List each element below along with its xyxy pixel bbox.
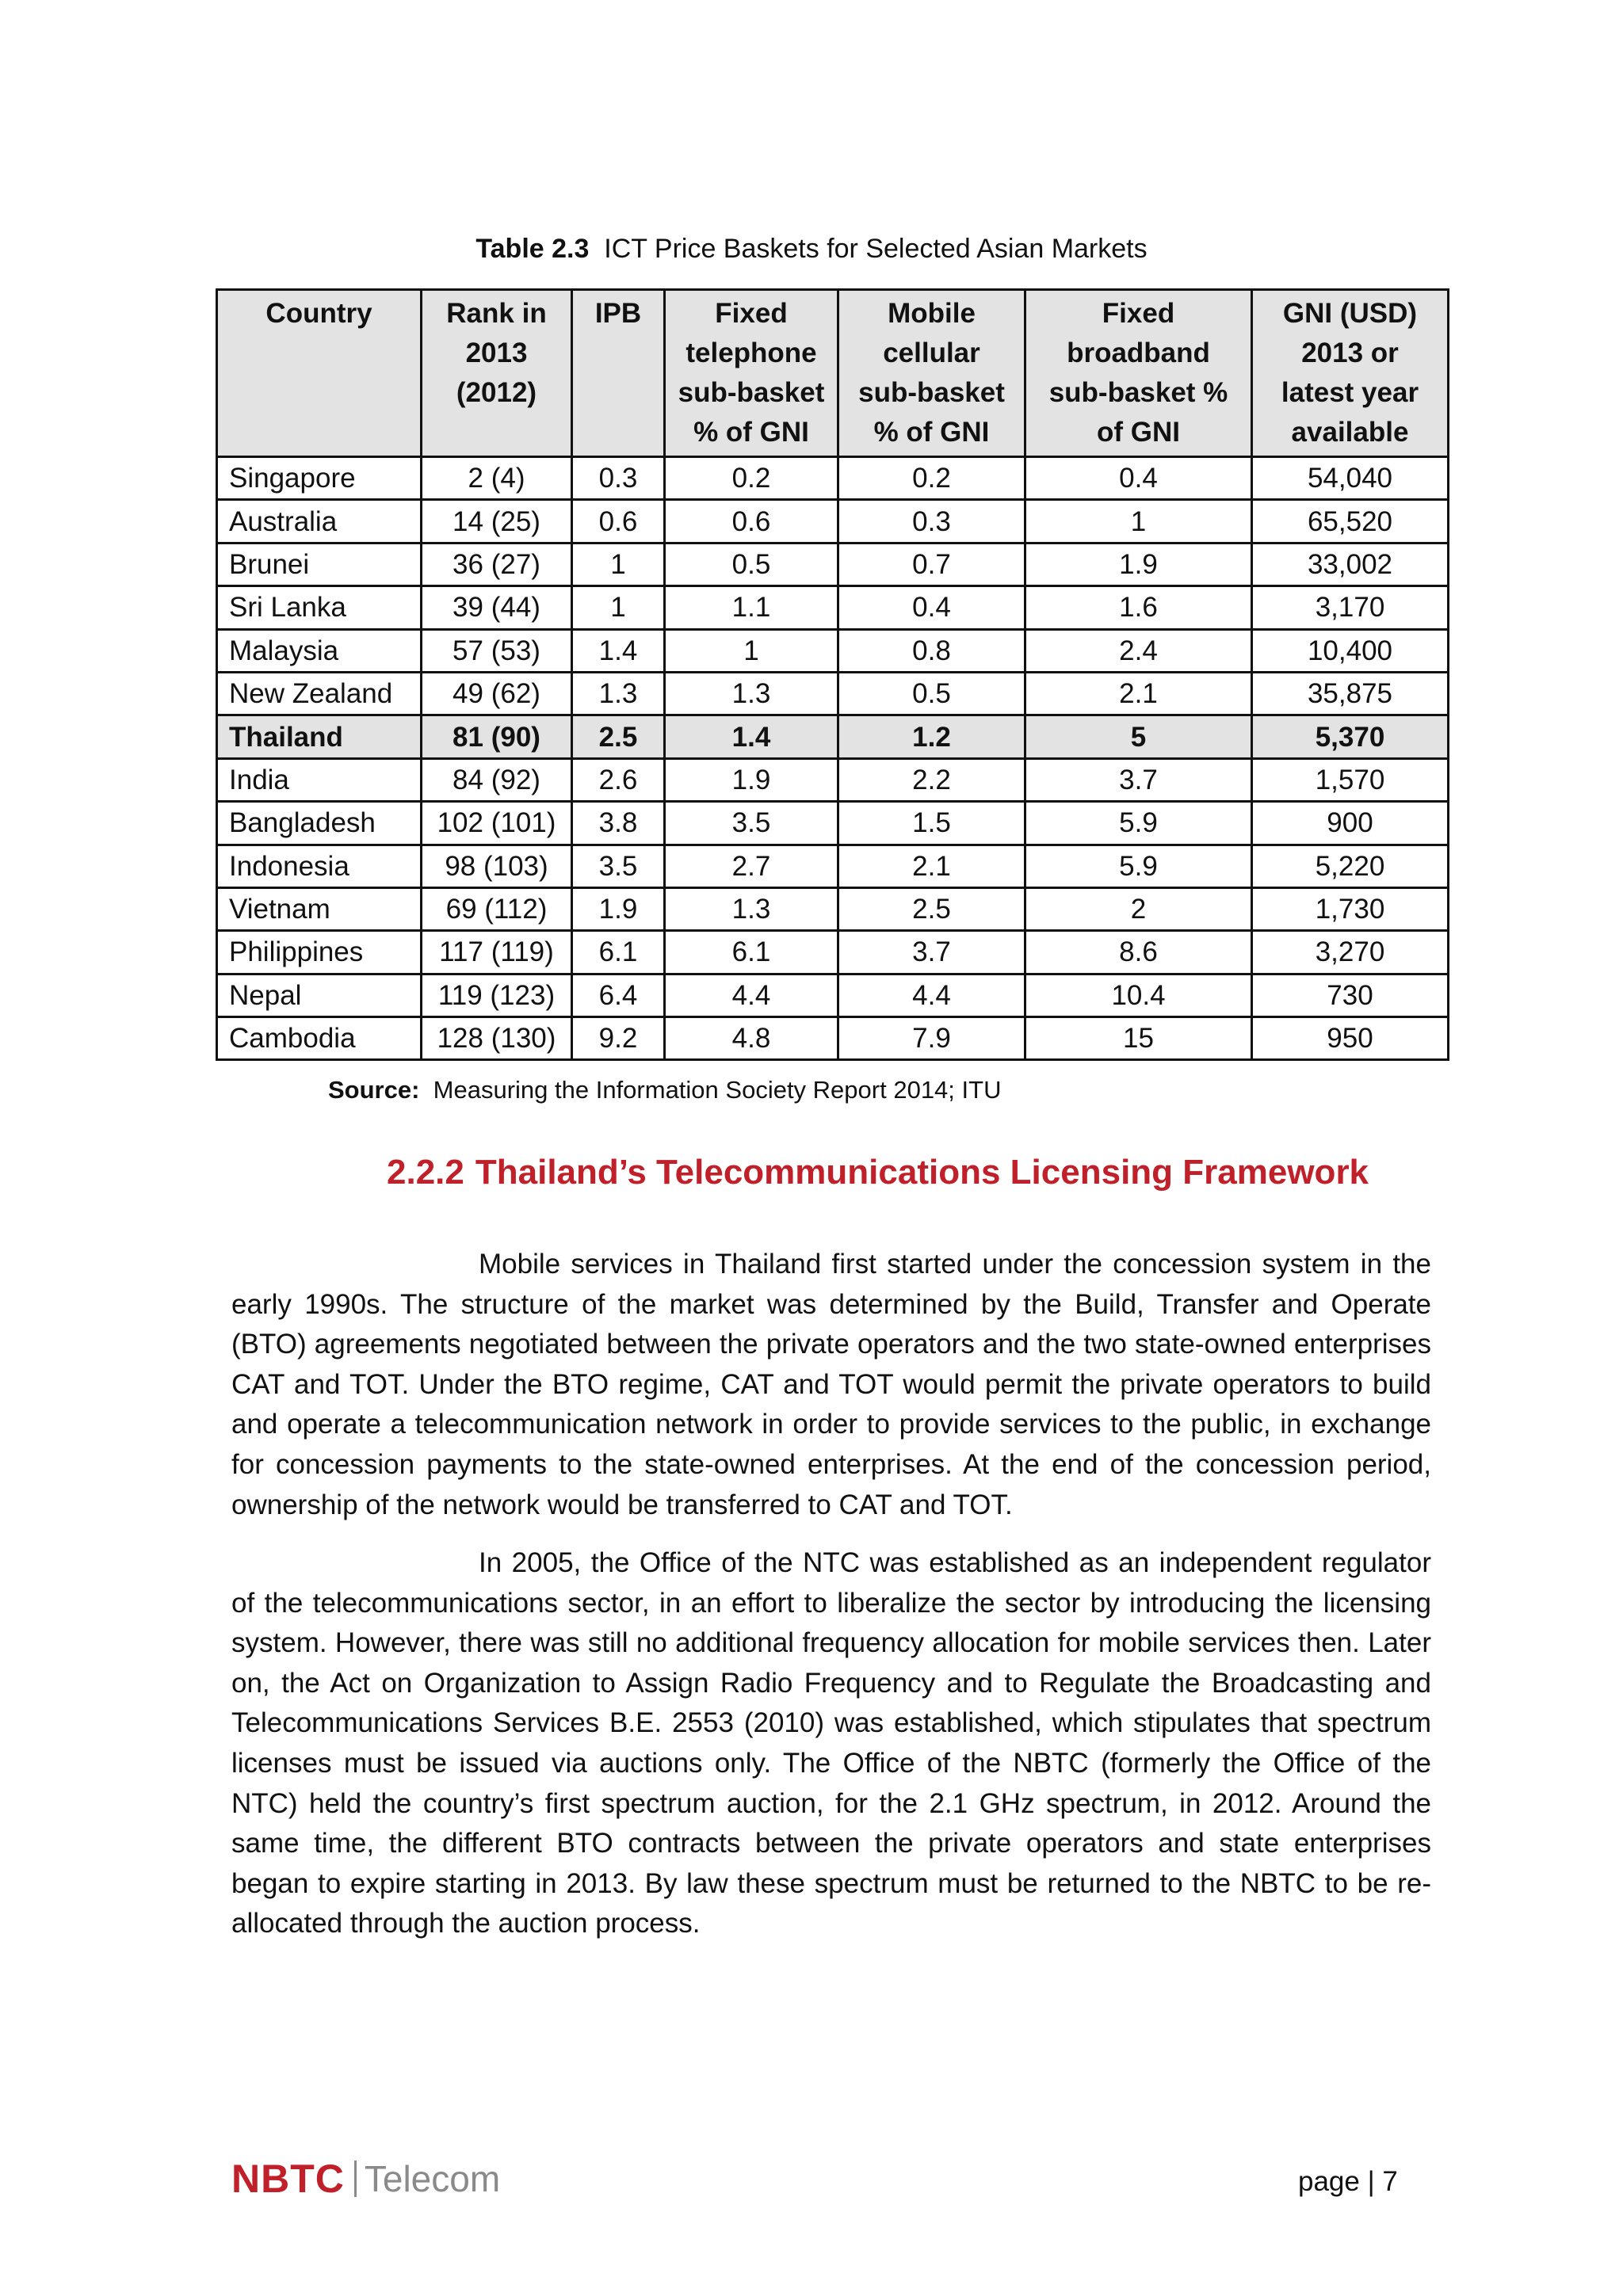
- header-gni: GNI (USD) 2013 or latest year available: [1252, 290, 1449, 457]
- cell-fixed-broadband: 5.9: [1025, 845, 1252, 887]
- cell-rank: 69 (112): [422, 887, 572, 930]
- cell-country: India: [217, 758, 422, 801]
- cell-mobile-cellular: 2.5: [838, 887, 1025, 930]
- header-country: Country: [217, 290, 422, 457]
- cell-fixed-telephone: 2.7: [665, 845, 838, 887]
- table-row: [217, 1017, 1449, 1060]
- table-header-row: [217, 290, 1449, 457]
- cell-fixed-broadband: 5.9: [1025, 802, 1252, 845]
- cell-ipb: 2.5: [572, 715, 665, 758]
- cell-fixed-broadband: 3.7: [1025, 758, 1252, 801]
- cell-ipb: 3.5: [572, 845, 665, 887]
- paragraph-1: Mobile services in Thailand first started under the concession system in the early 1990s. The structure of the market was determined by the Build, Transfer and Operate (BTO) agreements negotiated between the private operators and the two state-owned enterprises CAT and TOT. Under the BTO regime, CAT and TOT would permit the private operators to build and operate a telecommunication network in order to provide services to the public, in exchange for concession payments to the state-owned enterprises. At the end of the concession period, ownership of the network would be transferred to CAT and TOT.: [231, 1249, 1431, 1520]
- table-body: [217, 457, 1449, 1060]
- cell-country: Thailand: [217, 715, 422, 758]
- cell-rank: 102 (101): [422, 802, 572, 845]
- cell-rank: 119 (123): [422, 974, 572, 1016]
- table-row: [217, 543, 1449, 585]
- cell-ipb: 1.9: [572, 887, 665, 930]
- cell-mobile-cellular: 3.7: [838, 931, 1025, 974]
- cell-fixed-broadband: 0.4: [1025, 457, 1252, 500]
- page-number: page | 7: [1298, 2166, 1398, 2197]
- cell-rank: 81 (90): [422, 715, 572, 758]
- cell-rank: 57 (53): [422, 629, 572, 672]
- cell-fixed-telephone: 0.5: [665, 543, 838, 585]
- cell-rank: 84 (92): [422, 758, 572, 801]
- header-fixed-broadband: Fixed broadband sub-basket % of GNI: [1025, 290, 1252, 457]
- cell-fixed-broadband: 2: [1025, 887, 1252, 930]
- cell-gni: 35,875: [1252, 672, 1449, 715]
- cell-mobile-cellular: 0.3: [838, 500, 1025, 543]
- cell-country: Sri Lanka: [217, 586, 422, 629]
- cell-ipb: 1: [572, 586, 665, 629]
- logo-telecom-text: Telecom: [364, 2158, 501, 2199]
- cell-fixed-telephone: 1.1: [665, 586, 838, 629]
- cell-fixed-telephone: 4.4: [665, 974, 838, 1016]
- cell-mobile-cellular: 1.2: [838, 715, 1025, 758]
- cell-ipb: 6.4: [572, 974, 665, 1016]
- table-row: [217, 629, 1449, 672]
- section-heading: [387, 1149, 1380, 1196]
- cell-fixed-telephone: 1.3: [665, 672, 838, 715]
- table-row: [217, 672, 1449, 715]
- cell-fixed-telephone: 1.4: [665, 715, 838, 758]
- cell-ipb: 9.2: [572, 1017, 665, 1060]
- cell-country: Australia: [217, 500, 422, 543]
- cell-ipb: 1.4: [572, 629, 665, 672]
- table-row: [217, 758, 1449, 801]
- cell-fixed-telephone: 3.5: [665, 802, 838, 845]
- cell-rank: 14 (25): [422, 500, 572, 543]
- source-label: Source:: [328, 1076, 420, 1104]
- cell-mobile-cellular: 2.1: [838, 845, 1025, 887]
- table-source: [328, 1074, 1001, 1106]
- cell-country: New Zealand: [217, 672, 422, 715]
- section-number: 2.2.2: [387, 1153, 464, 1192]
- cell-ipb: 6.1: [572, 931, 665, 974]
- cell-ipb: 0.6: [572, 500, 665, 543]
- table-row: [217, 457, 1449, 500]
- table-row: [217, 715, 1449, 758]
- cell-country: Malaysia: [217, 629, 422, 672]
- cell-fixed-telephone: 1.9: [665, 758, 838, 801]
- cell-rank: 36 (27): [422, 543, 572, 585]
- ict-price-table: [216, 288, 1449, 1061]
- cell-gni: 1,570: [1252, 758, 1449, 801]
- table-row: [217, 586, 1449, 629]
- table-row: [217, 802, 1449, 845]
- cell-country: Bangladesh: [217, 802, 422, 845]
- cell-fixed-telephone: 4.8: [665, 1017, 838, 1060]
- cell-rank: 98 (103): [422, 845, 572, 887]
- cell-gni: 33,002: [1252, 543, 1449, 585]
- cell-fixed-broadband: 5: [1025, 715, 1252, 758]
- cell-country: Vietnam: [217, 887, 422, 930]
- cell-rank: 128 (130): [422, 1017, 572, 1060]
- logo-divider: [354, 2161, 357, 2197]
- table-row: [217, 887, 1449, 930]
- cell-ipb: 0.3: [572, 457, 665, 500]
- cell-gni: 54,040: [1252, 457, 1449, 500]
- header-mobile-cellular: Mobile cellular sub-basket % of GNI: [838, 290, 1025, 457]
- cell-rank: 2 (4): [422, 457, 572, 500]
- cell-gni: 950: [1252, 1017, 1449, 1060]
- cell-fixed-broadband: 15: [1025, 1017, 1252, 1060]
- table-caption: [0, 231, 1623, 266]
- cell-country: Nepal: [217, 974, 422, 1016]
- cell-gni: 1,730: [1252, 887, 1449, 930]
- table-row: [217, 500, 1449, 543]
- cell-country: Philippines: [217, 931, 422, 974]
- source-text: Measuring the Information Society Report 2014; ITU: [433, 1076, 1002, 1104]
- cell-gni: 10,400: [1252, 629, 1449, 672]
- nbtc-telecom-logo: [231, 2157, 500, 2201]
- cell-mobile-cellular: 0.4: [838, 586, 1025, 629]
- cell-rank: 39 (44): [422, 586, 572, 629]
- header-rank: Rank in 2013 (2012): [422, 290, 572, 457]
- cell-mobile-cellular: 7.9: [838, 1017, 1025, 1060]
- cell-fixed-broadband: 2.4: [1025, 629, 1252, 672]
- section-title: Thailand’s Telecommunications Licensing Framework: [475, 1153, 1369, 1192]
- cell-fixed-telephone: 0.2: [665, 457, 838, 500]
- header-ipb: IPB: [572, 290, 665, 457]
- cell-rank: 117 (119): [422, 931, 572, 974]
- paragraph-2: In 2005, the Office of the NTC was established as an independent regulator of the telecommunications sector, in an effort to liberalize the sector by introducing the licensing system. However, there was still no additional frequency allocation for mobile services then. Later on, the Act on Organization to Assign Radio Frequency and to Regulate the Broadcasting and Telecommunications Services B.E. 2553 (2010) was established, which stipulates that spectrum licenses must be issued via auctions only. The Office of the NBTC (formerly the Office of the NTC) held the country’s first spectrum auction, for the 2.1 GHz spectrum, in 2012. Around the same time, the different BTO contracts between the private operators and state enterprises began to expire starting in 2013. By law these spectrum must be returned to the NBTC to be re-allocated through the auction process.: [231, 1547, 1431, 1939]
- cell-ipb: 1.3: [572, 672, 665, 715]
- cell-fixed-broadband: 8.6: [1025, 931, 1252, 974]
- cell-mobile-cellular: 2.2: [838, 758, 1025, 801]
- table-row: [217, 974, 1449, 1016]
- cell-country: Indonesia: [217, 845, 422, 887]
- cell-mobile-cellular: 0.5: [838, 672, 1025, 715]
- cell-gni: 5,370: [1252, 715, 1449, 758]
- cell-fixed-broadband: 1.6: [1025, 586, 1252, 629]
- cell-ipb: 1: [572, 543, 665, 585]
- cell-country: Singapore: [217, 457, 422, 500]
- cell-gni: 65,520: [1252, 500, 1449, 543]
- cell-fixed-telephone: 6.1: [665, 931, 838, 974]
- cell-mobile-cellular: 4.4: [838, 974, 1025, 1016]
- cell-fixed-telephone: 1: [665, 629, 838, 672]
- cell-gni: 3,170: [1252, 586, 1449, 629]
- cell-gni: 5,220: [1252, 845, 1449, 887]
- cell-mobile-cellular: 0.7: [838, 543, 1025, 585]
- cell-gni: 730: [1252, 974, 1449, 1016]
- cell-ipb: 2.6: [572, 758, 665, 801]
- cell-gni: 3,270: [1252, 931, 1449, 974]
- cell-fixed-telephone: 0.6: [665, 500, 838, 543]
- cell-fixed-broadband: 10.4: [1025, 974, 1252, 1016]
- cell-country: Cambodia: [217, 1017, 422, 1060]
- header-fixed-telephone: Fixed telephone sub-basket % of GNI: [665, 290, 838, 457]
- cell-mobile-cellular: 0.2: [838, 457, 1025, 500]
- cell-ipb: 3.8: [572, 802, 665, 845]
- table-row: [217, 845, 1449, 887]
- table-row: [217, 931, 1449, 974]
- cell-gni: 900: [1252, 802, 1449, 845]
- table-caption-text: ICT Price Baskets for Selected Asian Markets: [604, 234, 1148, 264]
- logo-nbtc-text: NBTC: [231, 2157, 345, 2201]
- cell-rank: 49 (62): [422, 672, 572, 715]
- cell-fixed-broadband: 2.1: [1025, 672, 1252, 715]
- cell-mobile-cellular: 1.5: [838, 802, 1025, 845]
- table-caption-label: Table 2.3: [475, 234, 590, 264]
- cell-fixed-telephone: 1.3: [665, 887, 838, 930]
- cell-fixed-broadband: 1: [1025, 500, 1252, 543]
- cell-mobile-cellular: 0.8: [838, 629, 1025, 672]
- cell-fixed-broadband: 1.9: [1025, 543, 1252, 585]
- cell-country: Brunei: [217, 543, 422, 585]
